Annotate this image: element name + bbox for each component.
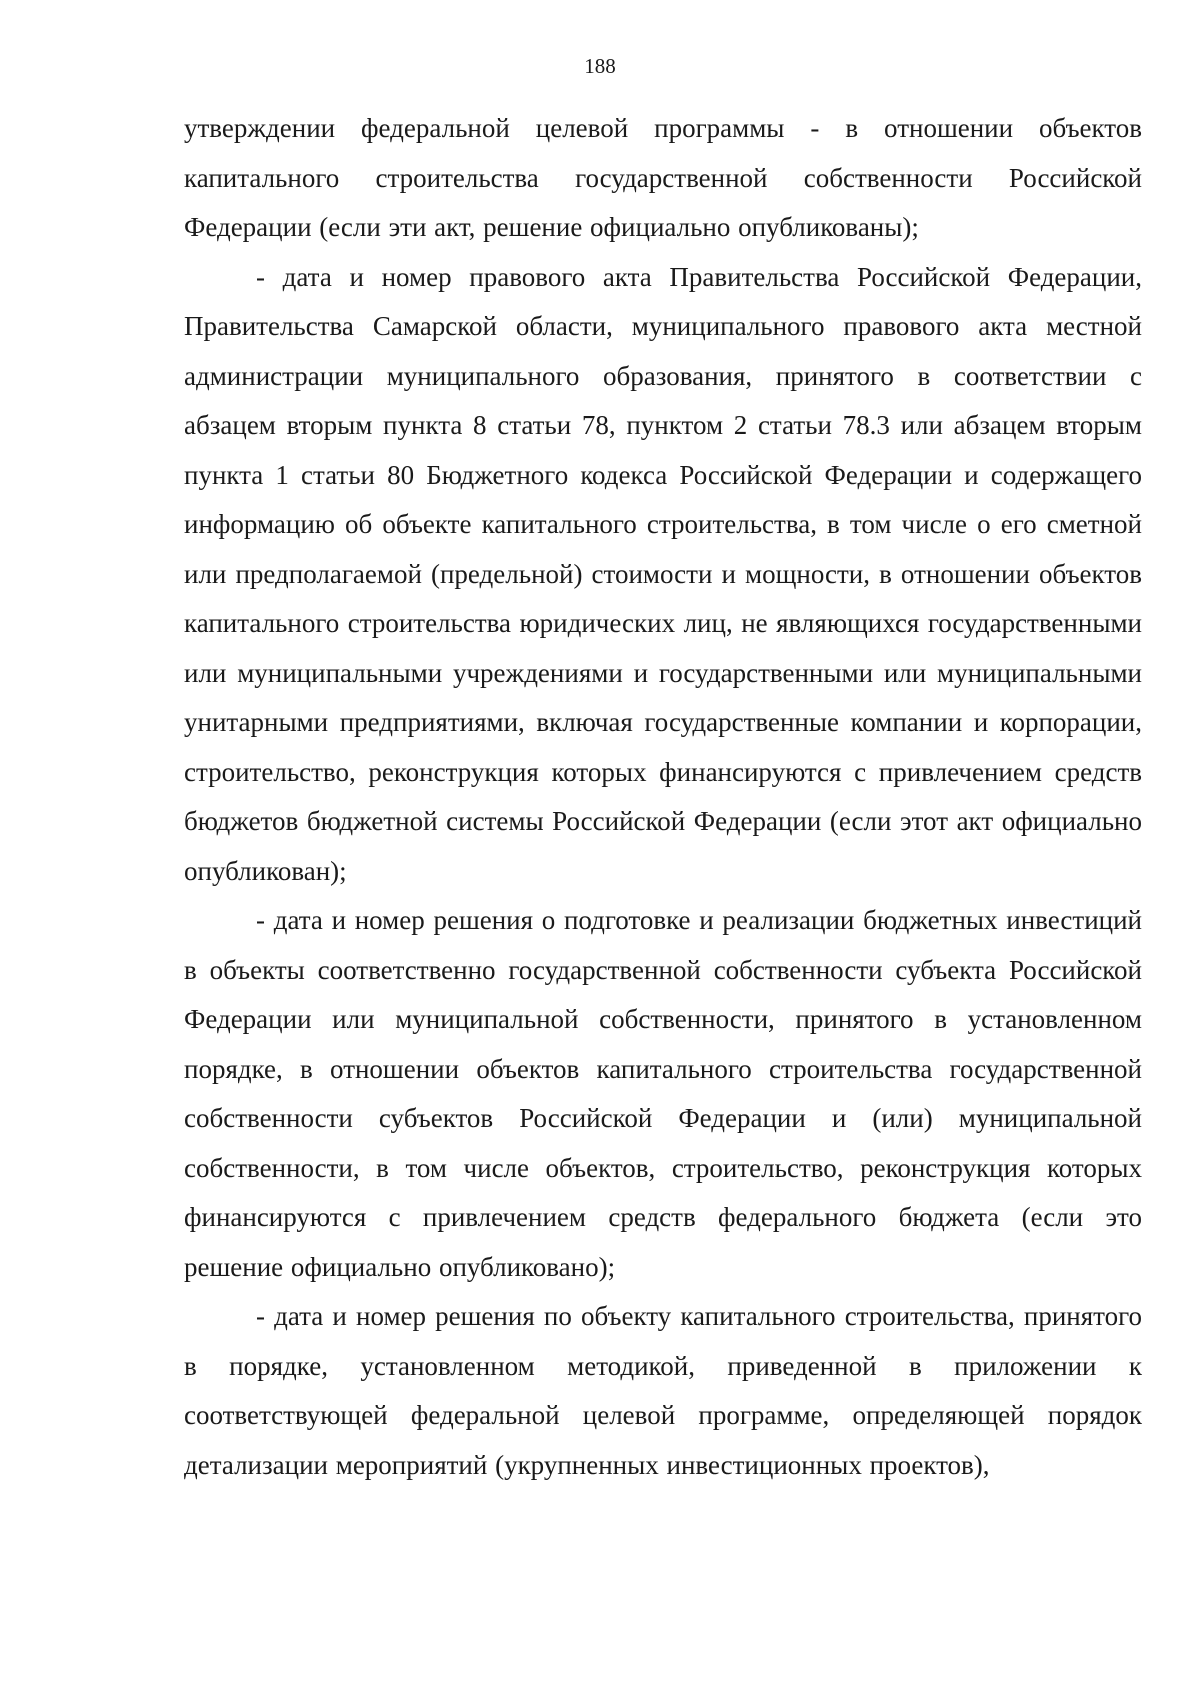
- paragraph-legal-act-date-number: - дата и номер правового акта Правительства Российской Федерации, Правительства Самарской области, муниципального правового акта местной администрации муниципального образования, принятого в соответствии с абзацем вторым пункта 8 статьи 78, пунктом 2 статьи 78.3 или абзацем вторым пункта 1 статьи 80 Бюджетного кодекса Российской Федерации и содержащего информацию об объекте капитального строительства, в том числе о его сметной или предполагаемой (предельной) стоимости и мощности, в отношении объектов капитального строительства юридических лиц, не являющихся государственными или муниципальными учреждениями и государственными или муниципальными унитарными предприятиями, включая государственные компании и корпорации, строительство, реконструкция которых финансируются с привлечением средств бюджетов бюджетной системы Российской Федерации (если этот акт официально опубликован);: [184, 261, 1142, 886]
- paragraph-continuation: утверждении федеральной целевой программы - в отношении объектов капитального строительства государственной собственности Российской Федерации (если эти акт, решение официально опубликованы);: [184, 113, 1142, 242]
- paragraph-capital-construction-decision: - дата и номер решения по объекту капитального строительства, принятого в порядке, установленном методикой, приведенной в приложении к соответствующей федеральной целевой программе, определяющей порядок детализации мероприятий (укрупненных инвестиционных проектов),: [184, 1301, 1142, 1480]
- document-body: [184, 104, 1142, 1490]
- paragraph-investment-decision: - дата и номер решения о подготовке и реализации бюджетных инвестиций в объекты соответственно государственной собственности субъекта Российской Федерации или муниципальной собственности, принятого в установленном порядке, в отношении объектов капитального строительства государственной собственности субъектов Российской Федерации и (или) муниципальной собственности, в том числе объектов, строительство, реконструкция которых финансируются с привлечением средств федерального бюджета (если это решение официально опубликовано);: [184, 905, 1142, 1282]
- page-number: 188: [584, 54, 616, 78]
